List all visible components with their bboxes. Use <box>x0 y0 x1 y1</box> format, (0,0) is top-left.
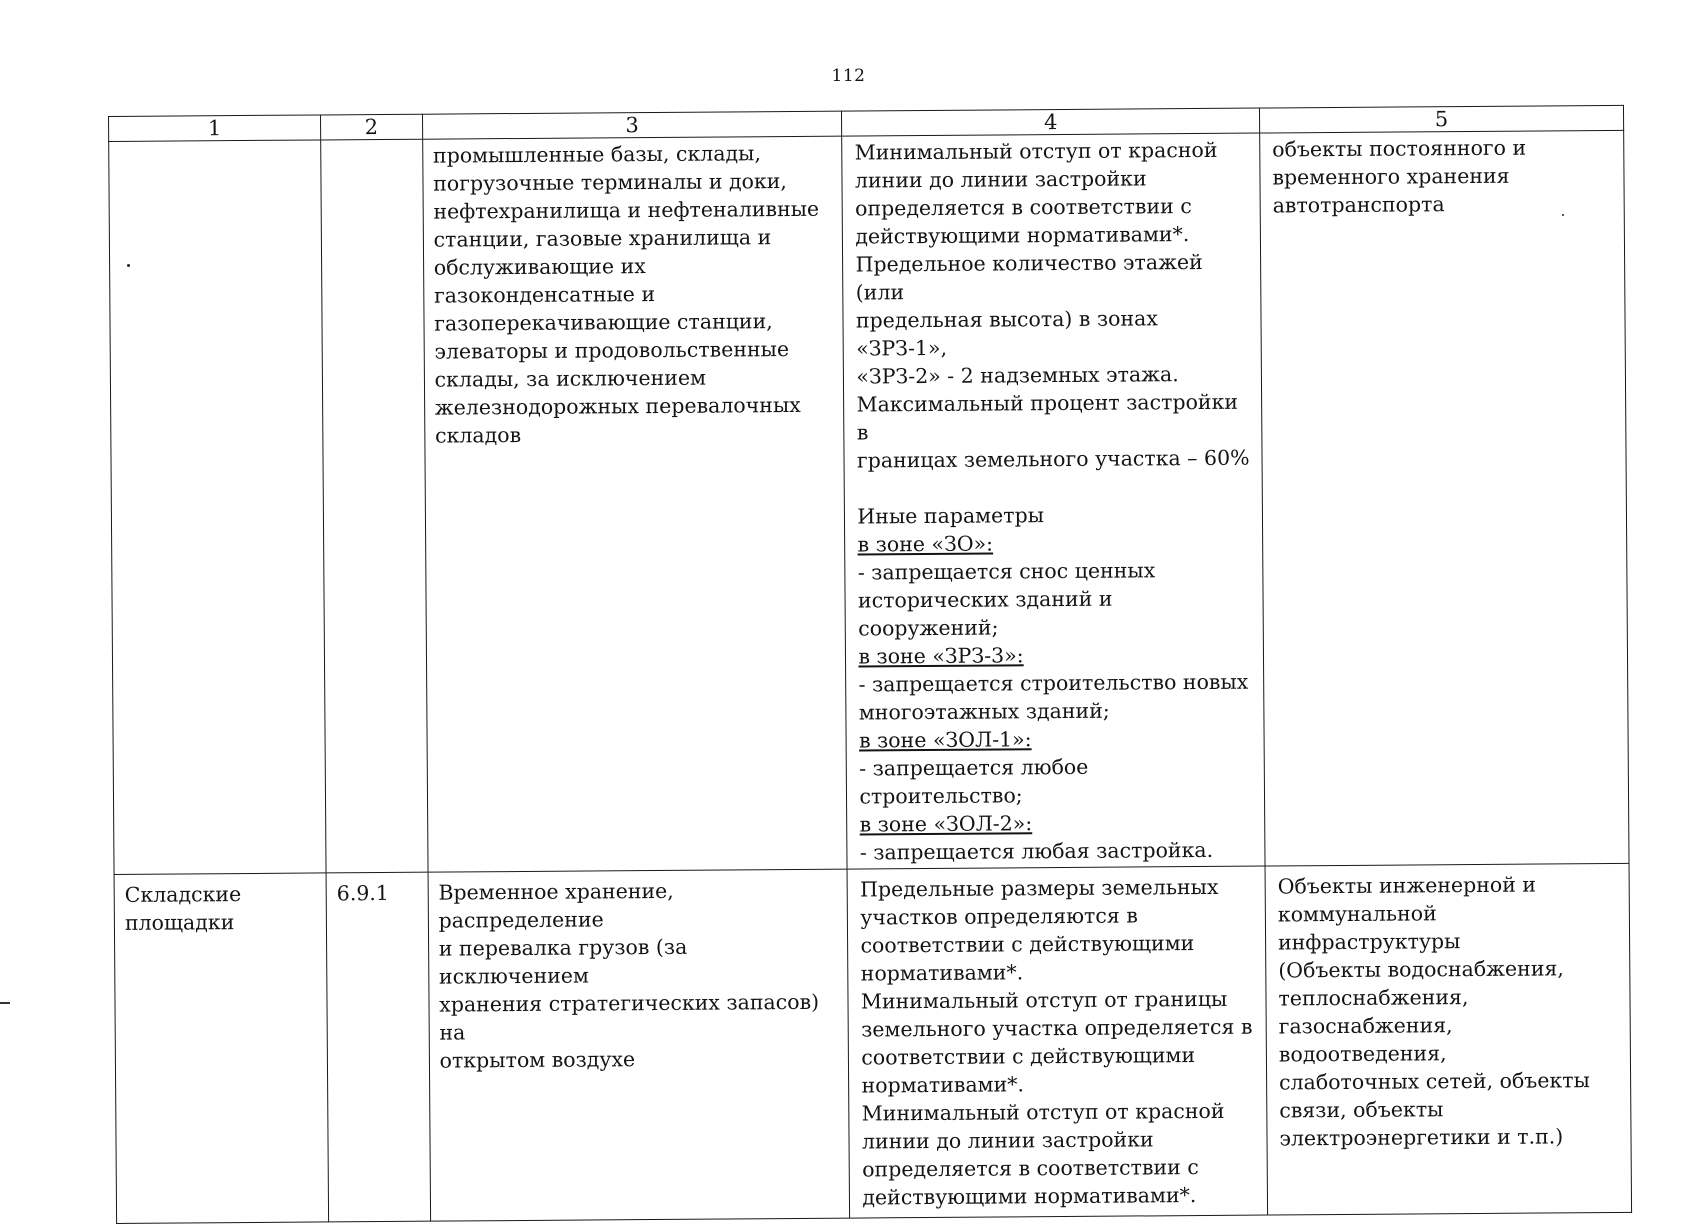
use-code-cell <box>326 872 430 1222</box>
use-name: Складские площадки <box>124 882 242 935</box>
zone-label: в зоне «ЗОЛ-2»: <box>859 811 1033 837</box>
column-header: 1 <box>109 115 321 142</box>
auxiliary-objects: Объекты инженерной и коммунальной инфраструктуры (Объекты водоснабжения, теплоснабжения, газоснабжения, водоотведения, слаботочных сетей, объекты связи, объекты электроэнергетики и т.п.) <box>1277 872 1590 1151</box>
other-parameters-title: Иные параметры <box>857 503 1045 529</box>
zone-restriction: - запрещается любое строительство; <box>859 754 1089 809</box>
zoning-table <box>108 105 1632 1224</box>
use-name <box>119 143 310 144</box>
use-code: 6.9.1 <box>336 880 390 906</box>
auxiliary-objects-cell <box>1260 130 1629 866</box>
use-description-cell <box>422 136 847 872</box>
zone-label: в зоне «ЗРЗ-3»: <box>858 643 1024 669</box>
parameters-cell <box>847 866 1267 1218</box>
column-header: 5 <box>1259 105 1623 133</box>
page-number: 112 <box>831 66 866 86</box>
use-code <box>331 142 412 143</box>
auxiliary-objects-cell <box>1265 863 1632 1215</box>
use-code-cell <box>321 139 428 873</box>
column-header: 3 <box>422 111 842 139</box>
paragraph-gap <box>857 472 1252 503</box>
parameters-main: Предельные размеры земельных участков определяются в соответствии с действующими нормативами*. Минимальный отступ от границы земельного участка определяется в соответствии с действующими нормативами*. Минимальный отступ от красной линии до линии застройки определяется в соответствии с действующими нормативами*. <box>860 874 1253 1210</box>
use-name-cell <box>114 873 329 1224</box>
parameters-main: Минимальный отступ от красной линии до линии застройки определяется в соответствии с действующими нормативами*. Предельное количество этажей (или предельная высота) в зонах «ЗРЗ-1», «ЗРЗ-2» - 2 надземных этажа. Максимальный процент застройки в границах земельного участка – 60% <box>854 137 1250 473</box>
parameters-cell <box>842 133 1265 869</box>
column-header: 2 <box>321 114 423 140</box>
zone-label: в зоне «ЗОЛ-1»: <box>858 727 1032 753</box>
margin-dash-mark <box>0 1002 10 1004</box>
column-header: 4 <box>842 108 1260 136</box>
auxiliary-objects: объекты постоянного и временного хранения автотранспорта <box>1272 135 1527 218</box>
zone-restriction: - запрещается снос ценных исторических зданий и сооружений; <box>857 558 1156 641</box>
zone-restriction: - запрещается любая застройка. <box>859 837 1214 865</box>
use-description-cell <box>428 869 850 1221</box>
zone-label: в зоне «ЗО»: <box>857 531 994 557</box>
table-row <box>114 863 1632 1223</box>
table-row <box>109 130 1629 874</box>
use-name-cell <box>109 140 326 875</box>
use-description: Временное хранение, распределение и перевалка грузов (за исключением хранения стратегических запасов) на открытом воздухе <box>438 878 820 1073</box>
zone-restriction: - запрещается строительство новых многоэтажных зданий; <box>858 669 1249 725</box>
use-description: промышленные базы, склады, погрузочные терминалы и доки, нефтехранилища и нефтеналивные станции, газовые хранилища и обслуживающие их газоконденсатные и газоперекачивающие станции, элеваторы и продовольственные склады, за исключением железнодорожных перевалочных складов <box>432 141 820 448</box>
